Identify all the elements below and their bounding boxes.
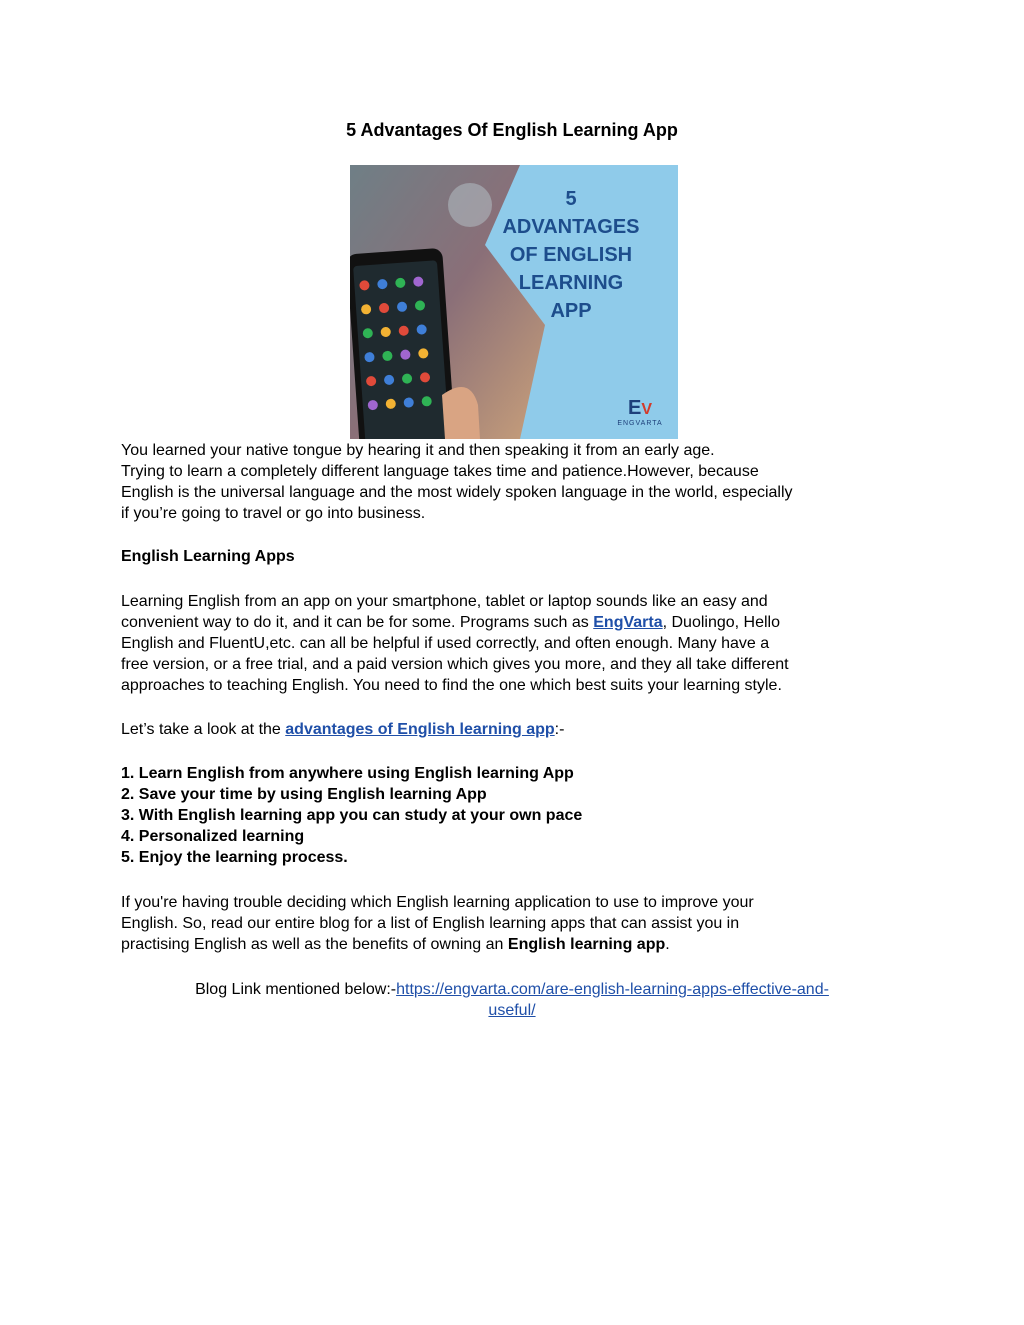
blog-link-label: Blog Link mentioned below:- bbox=[195, 981, 397, 998]
hero-headline-line: LEARNING bbox=[518, 272, 624, 294]
text-fragment: . bbox=[665, 936, 670, 953]
text-line bbox=[121, 719, 911, 740]
text-line bbox=[121, 979, 903, 1000]
closing-paragraph bbox=[121, 892, 911, 955]
list-item: 3. With English learning app you can study at your own pace bbox=[121, 807, 583, 824]
text-line bbox=[121, 612, 911, 633]
text-line: You learned your native tongue by hearing it and then speaking it from an early age. bbox=[121, 442, 715, 459]
bold-phrase: English learning app bbox=[507, 936, 666, 953]
hero-headline-line: ADVANTAGES bbox=[502, 216, 640, 238]
hero-headline bbox=[488, 185, 654, 325]
hero-headline-line: OF ENGLISH bbox=[509, 244, 633, 266]
text-fragment: , Duolingo, Hello bbox=[662, 614, 781, 631]
text-line: If you're having trouble deciding which English learning application to use to improve your bbox=[121, 894, 754, 911]
apps-paragraph bbox=[121, 591, 911, 696]
text-line: English. So, read our entire blog for a list of English learning apps that can assist you in bbox=[121, 915, 740, 932]
list-item: 1. Learn English from anywhere using English learning App bbox=[121, 765, 574, 782]
text-line bbox=[121, 934, 911, 955]
advantages-list bbox=[121, 763, 911, 868]
text-fragment: convenient way to do it, and it can be for some. Programs such as bbox=[121, 614, 594, 631]
advantages-link[interactable]: advantages of English learning app bbox=[285, 721, 555, 738]
list-item: 4. Personalized learning bbox=[121, 828, 305, 845]
engvarta-link[interactable]: EngVarta bbox=[593, 614, 663, 631]
logo-mark-v: V bbox=[641, 401, 652, 418]
text-line bbox=[121, 1000, 903, 1021]
text-line: English and FluentU,etc. can all be helpful if used correctly, and often enough. Many have a bbox=[121, 635, 770, 652]
logo-mark-e: E bbox=[627, 397, 642, 419]
text-line: approaches to teaching English. You need to find the one which best suits your learning style. bbox=[121, 677, 782, 694]
text-line: Learning English from an app on your smartphone, tablet or laptop sounds like an easy and bbox=[121, 593, 768, 610]
text-line: if you’re going to travel or go into business. bbox=[121, 505, 426, 522]
logo-wordmark: ENGVARTA bbox=[617, 420, 663, 427]
text-fragment: practising English as well as the benefits of owning an bbox=[121, 936, 508, 953]
text-line: free version, or a free trial, and a paid version which gives you more, and they all take different bbox=[121, 656, 789, 673]
blog-link-paragraph bbox=[121, 979, 903, 1021]
list-item: 2. Save your time by using English learning App bbox=[121, 786, 487, 803]
hero-headline-line: 5 bbox=[565, 188, 577, 210]
lead-in-paragraph bbox=[121, 719, 911, 740]
text-fragment: :- bbox=[554, 721, 565, 738]
section-heading: English Learning Apps bbox=[121, 548, 295, 565]
engvarta-logo bbox=[612, 398, 668, 427]
text-fragment: Let’s take a look at the bbox=[121, 721, 286, 738]
text-line: Trying to learn a completely different language takes time and patience.However, because bbox=[121, 463, 759, 480]
hero-headline-line: APP bbox=[550, 300, 592, 322]
blog-url-link[interactable]: https://engvarta.com/are-english-learning-apps-effective-and- bbox=[396, 981, 829, 998]
intro-paragraph bbox=[121, 440, 911, 524]
blog-url-link-continued[interactable]: useful/ bbox=[488, 1002, 536, 1019]
text-line: English is the universal language and the most widely spoken language in the world, especially bbox=[121, 484, 793, 501]
document-title: 5 Advantages Of English Learning App bbox=[346, 120, 678, 140]
list-item: 5. Enjoy the learning process. bbox=[121, 849, 348, 866]
